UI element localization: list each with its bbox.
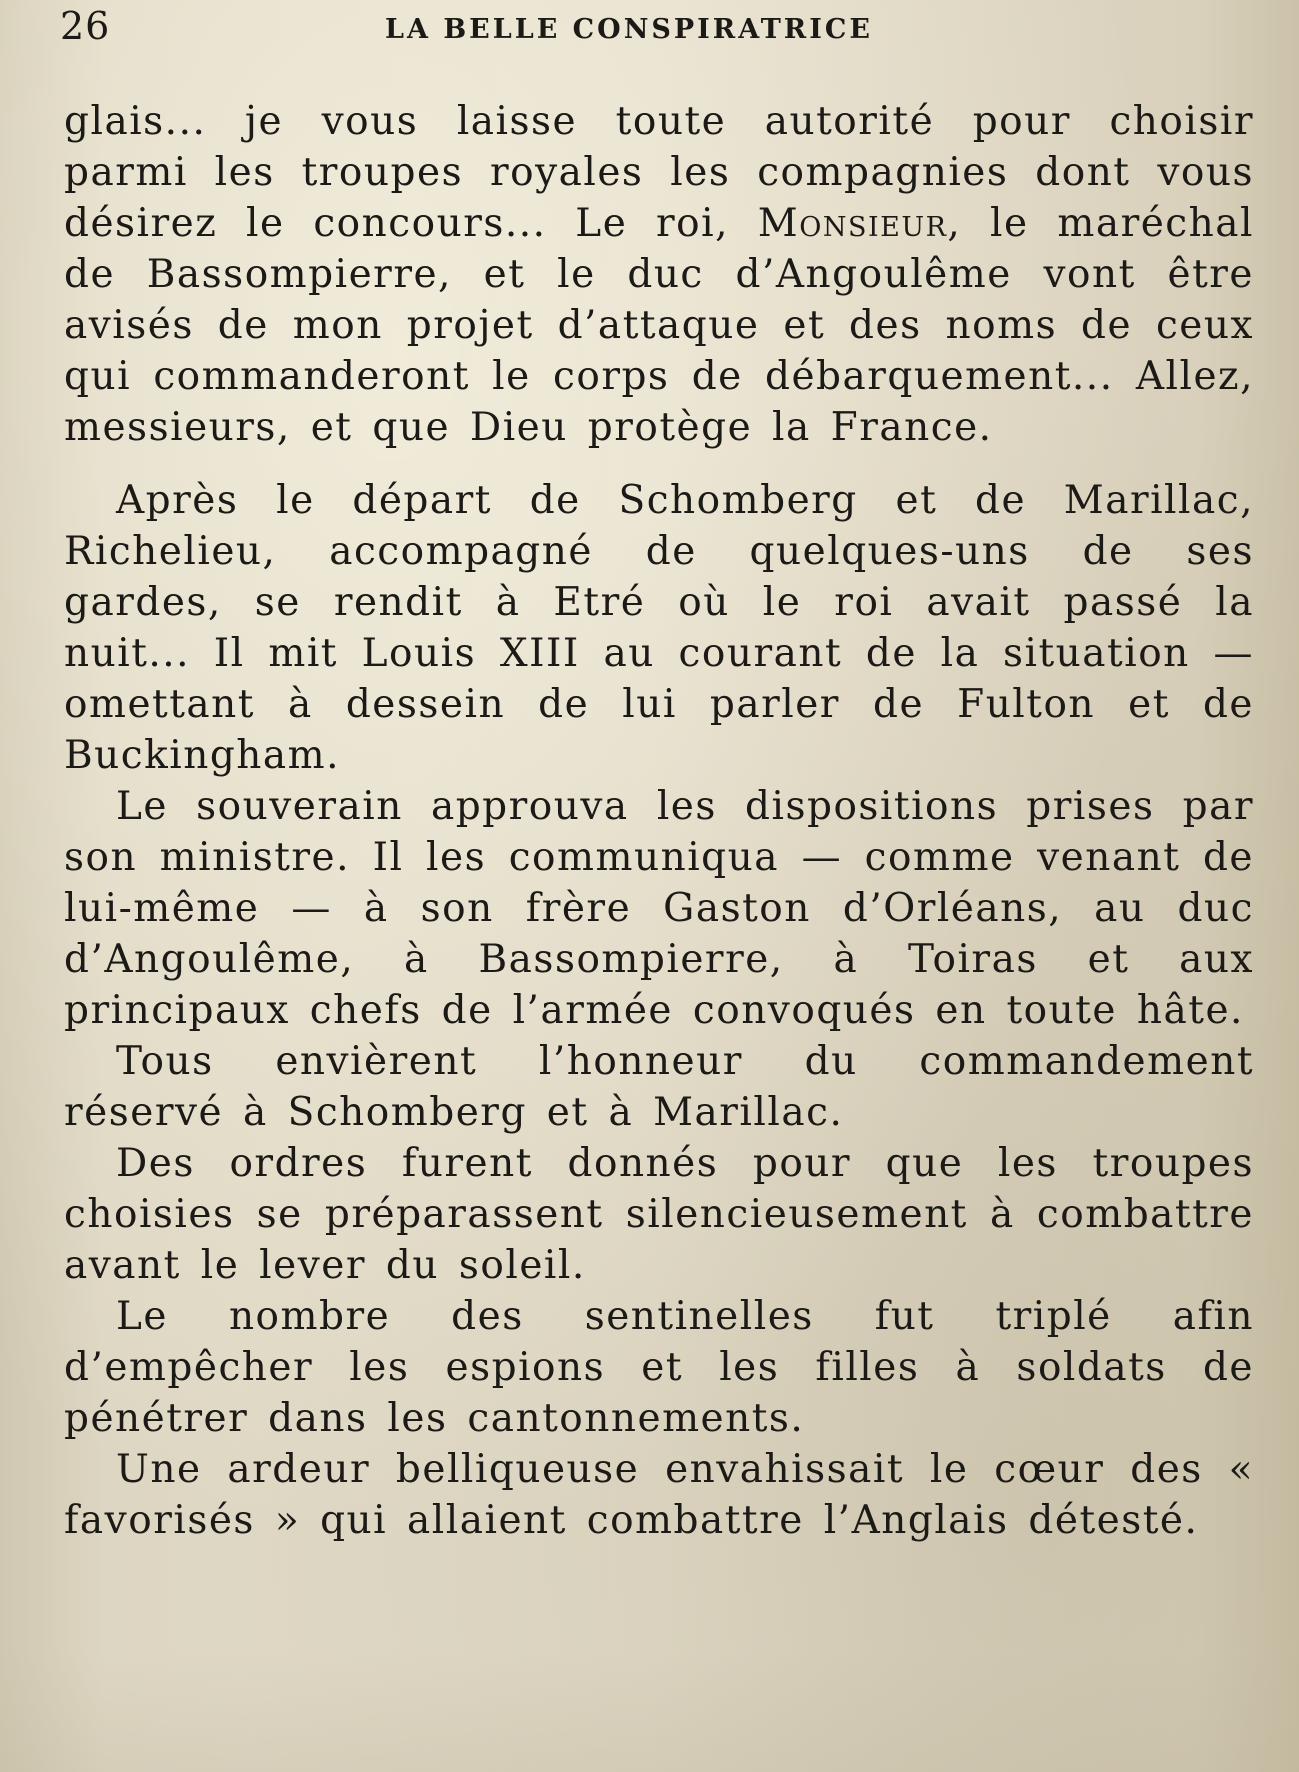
body-text bbox=[64, 96, 1254, 1546]
paragraph-text: , le maréchal de Bassompierre, et le duc d’Angoulême vont être avisés de mon projet d’attaque et des noms de ceux qui commanderont le corps de débarquement... Allez, messieurs, et que Dieu protège la France. bbox=[64, 201, 1254, 450]
paragraph: Le souverain approuva les dispositions prises par son ministre. Il les communiqua — comme venant de lui-même — à son frère Gaston d’Orléans, au duc d’Angoulême, à Bassompierre, à Toiras et aux principaux chefs de l’armée convoqués en toute hâte. bbox=[64, 784, 1254, 1033]
running-title: LA BELLE CONSPIRATRICE bbox=[385, 14, 873, 45]
page-number: 26 bbox=[60, 4, 111, 48]
paragraph: Une ardeur belliqueuse envahissait le cœur des « favorisés » qui allaient combattre l’Anglais détesté. bbox=[64, 1447, 1254, 1543]
paragraph-continuation bbox=[64, 96, 1254, 453]
paragraph-text: glais... je vous laisse toute autorité pour choisir parmi les troupes royales les compagnies dont vous désirez le concours... Le roi, bbox=[64, 99, 1254, 246]
smallcaps-monsieur: Monsieur bbox=[757, 201, 948, 246]
paragraph: Après le départ de Schomberg et de Marillac, Richelieu, accompagné de quelques-uns de ses gardes, se rendit à Etré où le roi avait passé la nuit... Il mit Louis XIII au courant de la situation — omettant à dessein de lui parler de Fulton et de Buckingham. bbox=[64, 478, 1254, 778]
paragraph: Le nombre des sentinelles fut triplé afin d’empêcher les espions et les filles à soldats de pénétrer dans les cantonnements. bbox=[64, 1294, 1254, 1441]
paper-shading bbox=[0, 1652, 1299, 1772]
paragraph: Des ordres furent donnés pour que les troupes choisies se préparassent silencieusement à combattre avant le lever du soleil. bbox=[64, 1141, 1254, 1288]
page-header bbox=[60, 4, 1240, 54]
paragraph: Tous envièrent l’honneur du commandement réservé à Schomberg et à Marillac. bbox=[64, 1039, 1254, 1135]
